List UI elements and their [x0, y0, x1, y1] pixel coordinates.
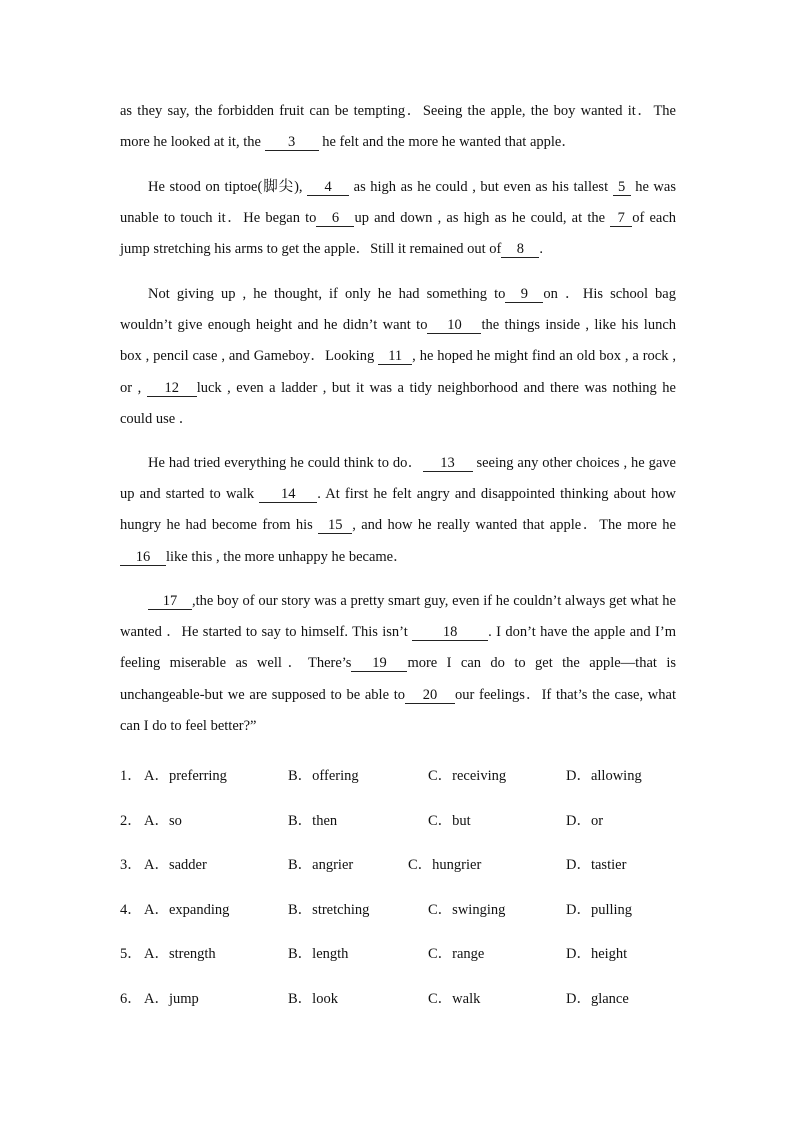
question-row [120, 981, 680, 1026]
blank-15: 15 [318, 517, 352, 534]
option-b[interactable]: B．look [288, 990, 338, 1007]
passage-text: seeing any other choices , he gave up and started to walk [120, 455, 676, 503]
passage-text: ,the boy of our story was a pretty smart guy, even if he couldn’t always get what he wanted ．He started to say to himself. This isn’t [120, 593, 676, 641]
passage-text: up and down , as high as he could, at the [354, 210, 611, 227]
question-number: 3． [120, 857, 142, 874]
question-number: 4． [120, 901, 142, 918]
option-d[interactable]: D．tastier [566, 857, 627, 874]
option-c[interactable]: C．walk [428, 990, 481, 1007]
question-number: 5． [120, 946, 142, 963]
blank-3: 3 [265, 134, 319, 151]
passage-text: . [539, 241, 543, 258]
option-d[interactable]: D．allowing [566, 768, 642, 784]
option-c[interactable]: C．range [428, 946, 485, 963]
blank-13: 13 [423, 455, 473, 472]
passage-paragraph [120, 448, 676, 573]
passage-text: , and how he really wanted that apple．The more he [352, 517, 676, 534]
option-b[interactable]: B．offering [288, 768, 359, 784]
option-c[interactable]: C．swinging [428, 901, 506, 918]
question-row [120, 758, 680, 803]
option-c[interactable]: C．receiving [428, 768, 507, 784]
passage-text: Not giving up , he thought, if only he had something to [148, 286, 506, 302]
passage-text: of each jump stretching his arms to get the apple．Still it remained out of [120, 210, 677, 258]
option-d[interactable]: D．glance [566, 990, 629, 1007]
blank-17: 17 [148, 593, 192, 610]
option-d[interactable]: D．height [566, 946, 628, 963]
passage-text: more I can do to get the apple—that is unchangeable-but we are supposed to be able to [120, 655, 676, 703]
blank-19: 19 [351, 655, 407, 672]
passage-paragraph [120, 96, 676, 158]
option-a[interactable]: A．preferring [144, 768, 227, 784]
passage-text: . At first he felt angry and disappointed thinking about how hungry he had become from his [120, 486, 676, 534]
option-a[interactable]: A．sadder [144, 857, 207, 874]
blank-5: 5 [613, 179, 631, 196]
blank-18: 18 [412, 624, 488, 641]
passage-paragraph [120, 279, 676, 435]
question-row [120, 847, 680, 892]
option-b[interactable]: B．stretching [288, 901, 370, 918]
option-a[interactable]: A．strength [144, 946, 216, 963]
passage-paragraph [120, 586, 676, 742]
passage-text: , he hoped he might find an old box , a rock , or , [120, 348, 676, 396]
option-d[interactable]: D．or [566, 812, 604, 829]
question-row [120, 892, 680, 937]
option-c[interactable]: C．but [428, 812, 471, 829]
option-a[interactable]: A．so [144, 812, 182, 829]
question-number: 6． [120, 990, 142, 1007]
passage-text: . I don’t have the apple and I’m feeling miserable as well．There’s [120, 624, 676, 672]
passage-text: our feelings．If that’s the case, what can I do to feel better?” [120, 686, 676, 734]
option-a[interactable]: A．expanding [144, 901, 230, 918]
question-row [120, 803, 680, 848]
passage-text: it．The more he looked at it, the [120, 103, 676, 151]
option-a[interactable]: A．jump [144, 990, 199, 1007]
question-row [120, 936, 680, 981]
blank-10: 10 [427, 317, 481, 334]
blank-6: 6 [316, 210, 354, 227]
option-b[interactable]: B．length [288, 946, 349, 963]
answer-options [120, 758, 680, 1026]
blank-8: 8 [501, 241, 539, 258]
passage-text: luck , even a ladder , but it was a tidy neighborhood and there was nothing he could use ． [120, 379, 676, 427]
passage-text: the things inside , like his lunch box , pencil case , and Gameboy．Looking [120, 317, 677, 365]
question-number: 2． [120, 812, 142, 829]
passage-text: as high as he could , but even as his tallest [349, 179, 613, 195]
blank-12: 12 [147, 380, 197, 397]
blank-14: 14 [259, 486, 317, 503]
passage-text: he was unable to touch it．He began to [120, 179, 676, 227]
blank-9: 9 [505, 286, 543, 303]
passage-text: as they say, the forbidden fruit can be tempting．Seeing the apple, the boy wanted [120, 103, 623, 119]
blank-20: 20 [405, 687, 455, 704]
option-b[interactable]: B．angrier [288, 857, 354, 874]
option-b[interactable]: B．then [288, 812, 338, 829]
passage-text: on ．His school bag wouldn’t give enough height and he didn’t want to [120, 286, 676, 334]
question-number: 1． [120, 768, 142, 784]
passage-text: He had tried everything he could think to do． [148, 455, 423, 471]
passage-text: like this , the more unhappy he became． [166, 548, 408, 565]
passage-paragraph [120, 172, 676, 266]
blank-11: 11 [378, 348, 412, 365]
option-c[interactable]: C．hungrier [408, 857, 482, 874]
passage-text: he felt and the more he wanted that apple． [318, 134, 576, 151]
blank-7: 7 [610, 210, 632, 227]
passage-text: He stood on tiptoe(脚尖), [148, 179, 308, 195]
blank-16: 16 [120, 549, 166, 566]
blank-4: 4 [307, 179, 349, 196]
option-d[interactable]: D．pulling [566, 901, 633, 918]
